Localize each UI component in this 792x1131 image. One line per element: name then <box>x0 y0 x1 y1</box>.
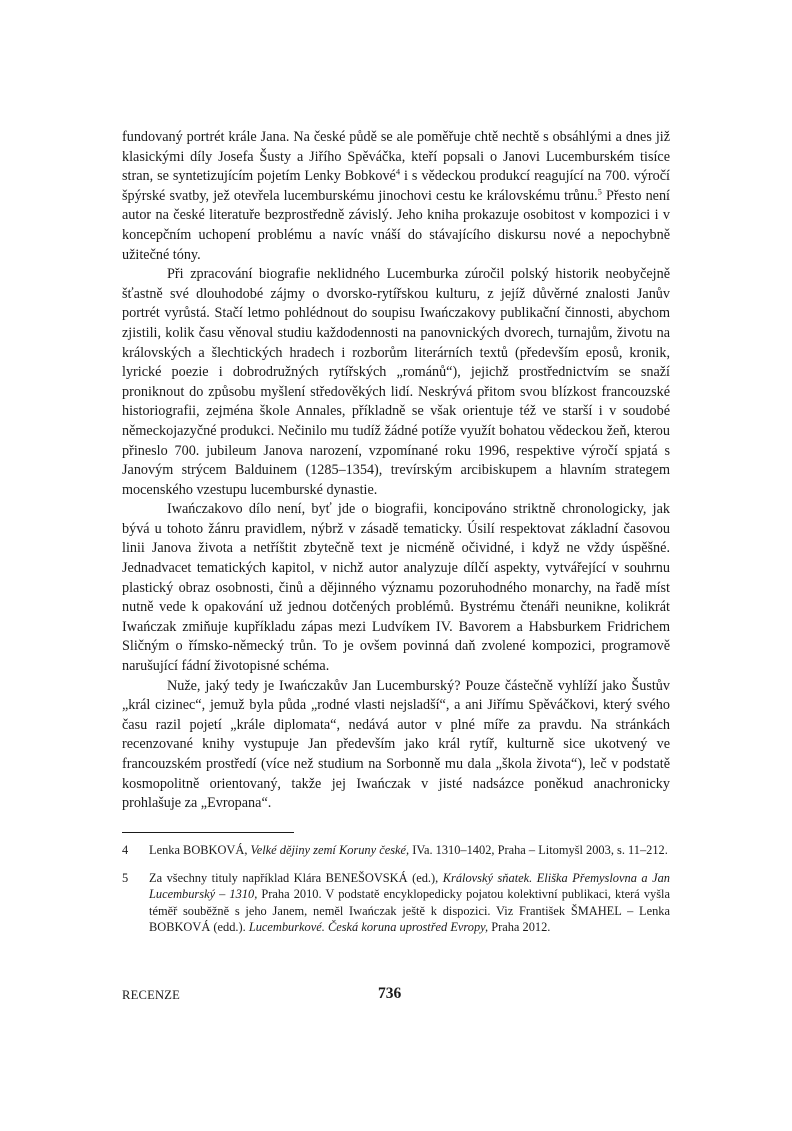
footnote-ref[interactable]: 5 <box>597 186 602 197</box>
footnotes <box>122 842 670 947</box>
footnote-5 <box>122 870 670 936</box>
paragraph-3: Iwańczakovo dílo není, byť jde o biografii, koncipováno striktně chronologicky, jak bývá u tohoto žánru pravidlem, nýbrž v zásadě tematicky. Úsilí respektovat základní časovou linii Janova života a netříštit zbytečně text je nicméně očividné, i když ne vždy úspěšné. Jednadvacet tematických kapitol, v nichž autor analyzuje dílčí aspekty, vytvářející v souhrnu plastický obraz osobnosti, činů a dějinného významu pozoruhodného monarchy, na řadě míst nutně vede k opakování už jednou dotčených problémů. Bystrému čtenáři neunikne, kolikrát Iwańczak zmiňuje kupříkladu zápas mezi Ludvíkem IV. Bavorem a Habsburkem Fridrichem Sličným o římsko-německý trůn. To je ovšem povinná daň zvolené kompozici, programově narušující fádní životopisné schéma. <box>122 501 670 675</box>
footnote-number: 4 <box>122 843 129 857</box>
paragraph-4: Nuže, jaký tedy je Iwańczakův Jan Lucemburský? Pouze částečně vyhlíží jako Šustův „král cizinec“, jemuž byla půda „rodné vlasti nejsladší“, a ani Jiřímu Spěváčkovi, který svého času razil pojetí „krále diplomata“, nedává autor v plné míře za pravdu. Na stránkách recenzované knihy vystupuje Jan především jako král rytíř, kulturně sice ukotvený ve francouzském prostředí (více než studium na Sorbonně mu dala „škola života“), leč v podstatě kosmopolitně orientovaný, takže jej Iwańczak v jisté nadsázce poněkud anachronicky prohlašuje za „Evropana“. <box>122 677 670 812</box>
main-text <box>122 128 670 814</box>
footnote-text: Lenka BOBKOVÁ, Velké dějiny zemí Koruny české, IVa. 1310–1402, Praha – Litomyšl 2003, s. 11–212. <box>149 843 668 857</box>
footnote-divider <box>122 832 294 833</box>
page-number: 736 <box>378 985 402 1002</box>
paragraph-2: Při zpracování biografie neklidného Lucemburka zúročil polský historik neobyčejně šťastně své dlouhodobé zájmy o dvorsko-rytířskou kulturu, z jejíž důvěrné znalosti Janův portrét vyrůstá. Stačí letmo pohlédnout do soupisu Iwańczakovy publikační činnosti, abychom zjistili, kolik času věnoval studiu každodennosti na panovnických dvorech, turnajům, životu na královských a šlechtických hradech i rozborům literárních textů (především eposů, kronik, lyrické poezie i dobrodružných rytířských „románů“), jejichž prostřednictvím se snaží proniknout do způsobu myšlení středověkých lidí. Neskrývá přitom svou blízkost francouzské historiografii, zejména škole Annales, příkladně se však orientuje též ve starší i v soudobé německojazyčné produkci. Nečinilo mu tudíž žádné potíže využít bohatou vědeckou žeň, kterou přineslo 700. jubileum Janova narození, vzpomínané roku 1996, respektive výročí spjatá s Janovým strýcem Balduinem (1285–1354), trevírským arcibiskupem a hlavním strategem mocenského vzestupu lucemburské dynastie. <box>122 266 670 498</box>
footnote-number: 5 <box>122 870 129 885</box>
footnote-text: Za všechny tituly například Klára BENEŠOVSKÁ (ed.), Královský sňatek. Eliška Přemyslovna a Jan Lucemburský – 1310, Praha 2010. V podstatě encyklopedicky pojatou kolektivní publikaci, která vyšla téměř souběžně s jeho Janem, neměl Iwańczak ještě k dispozici. Viz František ŠMAHEL – Lenka BOBKOVÁ (edd.). Lucemburkové. Česká koruna uprostřed Evropy, Praha 2012. <box>149 870 670 934</box>
running-footer-section: RECENZE <box>122 988 181 1002</box>
footnote-ref[interactable]: 4 <box>395 166 401 177</box>
paragraph-1: fundovaný portrét krále Jana. Na české půdě se ale poměřuje chtě nechtě s obsáhlými a dnes již klasickými díly Josefa Šusty a Jiřího Spěváčka, kteří popsali o Janovi Lucemburském tisíce stran, se syntetizujícím pojetím Lenky Bobkové$^4$ i s vědeckou produkcí reagující na 700. výročí špýrské svatby, jež otevřela lucemburskému jinochovi cestu ke královskému trůnu.$^5$ Přesto není autor na české literatuře bezprostředně závislý. Jeho kniha prokazuje osobitost v kompozici i v koncepčním uchopení problému a navíc vnáší do stávajícího diskursu nové a nepochybně užitečné tóny. <box>122 129 670 263</box>
footnote-4 <box>122 842 670 859</box>
